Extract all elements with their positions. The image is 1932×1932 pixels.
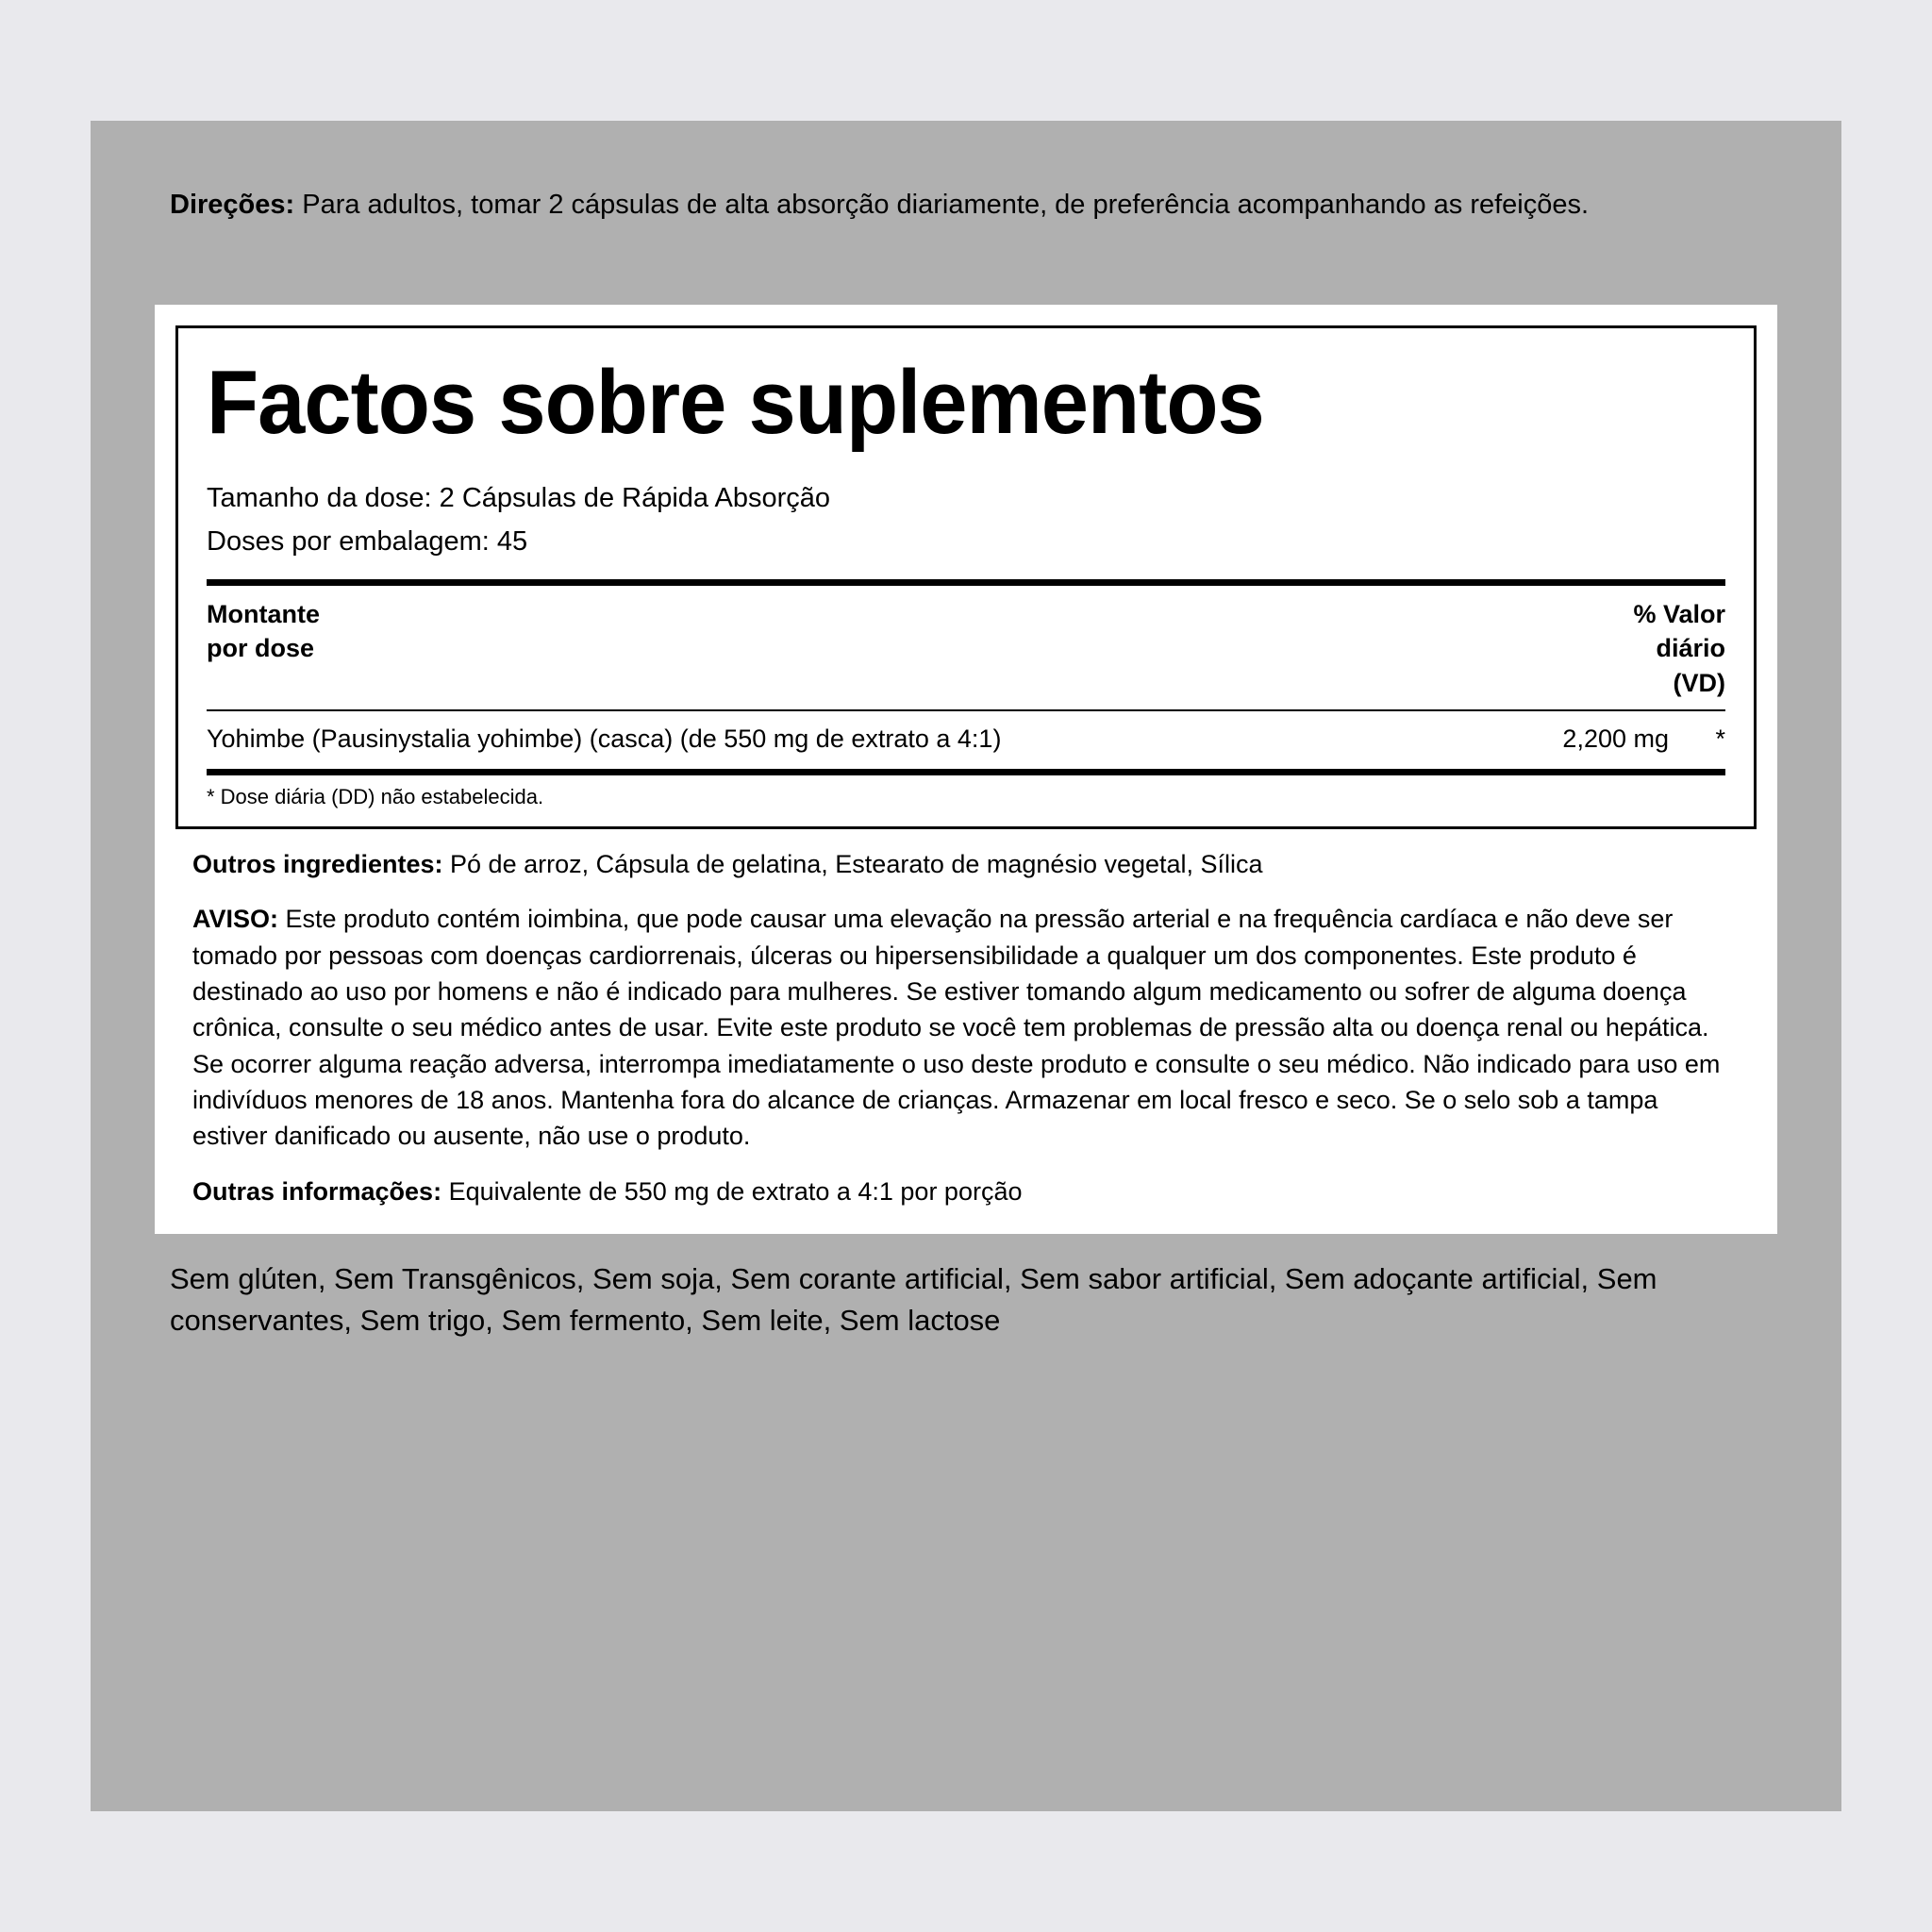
- other-ingredients-paragraph: [192, 846, 1740, 882]
- table-row: [207, 724, 1725, 754]
- other-ingredients-label: Outros ingredientes:: [192, 849, 443, 878]
- warning-paragraph: [192, 901, 1740, 1154]
- other-information-text: Equivalente de 550 mg de extrato a 4:1 por porção: [441, 1176, 1023, 1206]
- ingredient-daily-value: *: [1715, 724, 1725, 753]
- supplement-facts-title: Factos sobre suplementos: [207, 352, 1264, 453]
- header-bottom-rule: [207, 709, 1725, 711]
- directions-paragraph: [170, 187, 1764, 224]
- directions-label: Direções:: [170, 190, 295, 220]
- dv-header-line1: % Valor: [1633, 599, 1725, 628]
- directions-text: Para adultos, tomar 2 cápsulas de alta absorção diariamente, de preferência acompanhando as refeições.: [294, 190, 1590, 220]
- facts-column-headers: [207, 597, 1725, 700]
- dv-header-line3: (VD): [1673, 668, 1725, 697]
- daily-value-header: [1633, 597, 1725, 700]
- warning-label: AVISO:: [192, 905, 279, 934]
- amount-header-line2: por dose: [207, 634, 315, 663]
- serving-size: Tamanho da dose: 2 Cápsulas de Rápida Absorção: [207, 482, 830, 513]
- amount-per-serving-header: [207, 597, 320, 666]
- supplement-label-page: [91, 121, 1841, 1811]
- daily-value-footnote: * Dose diária (DD) não estabelecida.: [207, 784, 544, 808]
- supplement-facts-box: [175, 325, 1757, 829]
- other-information-paragraph: [192, 1174, 1740, 1209]
- warning-text: Este produto contém ioimbina, que pode causar uma elevação na pressão arterial e na frequência cardíaca e não deve ser tomado por pessoas com doenças cardiorrenais, úlceras ou hipersensibilidade a qualquer um dos componentes. Este produto é destinado ao uso por homens e não é indicado para mulheres. Se estiver tomando algum medicamento ou sofrer de alguma doença crônica, consulte o seu médico antes de usar. Evite este produto se você tem problemas de pressão alta ou doença renal ou hepática. Se ocorrer alguma reação adversa, interrompa imediatamente o uso deste produto e consulte o seu médico. Não indicado para uso em indivíduos menores de 18 anos. Mantenha fora do alcance de crianças. Armazenar em local fresco e seco. Se o selo sob a tampa estiver danificado ou ausente, não use o produto.: [192, 905, 1721, 1151]
- dv-header-line2: diário: [1656, 634, 1725, 663]
- other-ingredients-text: Pó de arroz, Cápsula de gelatina, Estearato de magnésio vegetal, Sílica: [442, 849, 1263, 878]
- other-information-label: Outras informações:: [192, 1176, 442, 1206]
- ingredient-amount: 2,200 mg: [1562, 724, 1669, 753]
- free-from-claims: Sem glúten, Sem Transgênicos, Sem soja, Sem corante artificial, Sem sabor artificial, Sem adoçante artificial, Sem conservantes, Sem trigo, Sem fermento, Sem leite, Sem lactose: [170, 1262, 1657, 1338]
- table-bottom-rule: [207, 769, 1725, 775]
- servings-per-container: Doses por embalagem: 45: [207, 526, 528, 558]
- header-top-rule: [207, 579, 1725, 586]
- ingredient-name: Yohimbe (Pausinystalia yohimbe) (casca) (de 550 mg de extrato a 4:1): [207, 724, 1002, 753]
- serving-info: [207, 476, 1733, 564]
- panel-body-text: [155, 829, 1777, 1234]
- supplement-facts-panel: [155, 305, 1777, 1234]
- amount-header-line1: Montante: [207, 599, 320, 628]
